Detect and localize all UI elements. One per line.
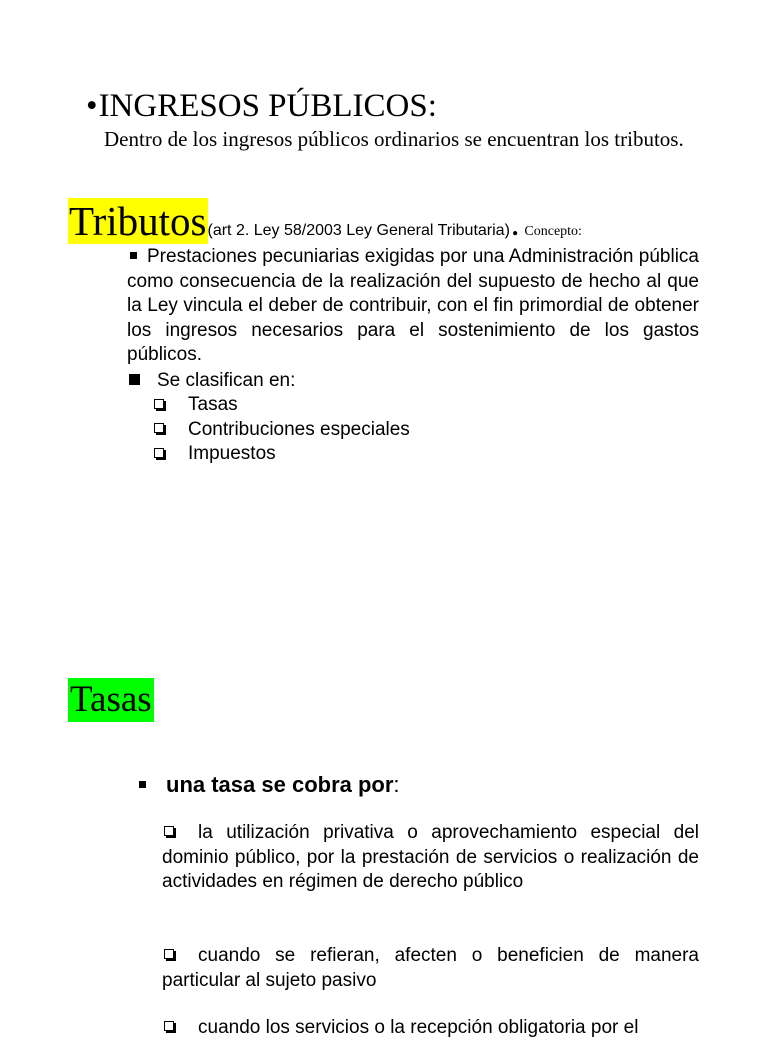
tasas-item (162, 944, 699, 993)
checkbox-bullet-icon (154, 399, 164, 409)
tasas-item-text: cuando los servicios o la recepción obligatoria por el (198, 1017, 639, 1038)
tributos-classify (127, 369, 295, 394)
tributos-types-list (153, 393, 410, 467)
tributos-reference: (art 2. Ley 58/2003 Ley General Tributaria) (207, 222, 510, 239)
tributos-heading-line (68, 198, 582, 244)
classify-label: Se clasifican en: (157, 370, 296, 391)
tasas-item (162, 1016, 699, 1041)
tasas-item (162, 821, 699, 895)
tasas-intro-bold: una tasa se cobra por (166, 772, 394, 797)
type-label: Impuestos (188, 443, 276, 464)
checkbox-bullet-icon (164, 1021, 174, 1031)
tasas-item-text: cuando se refieran, afecten o beneficien de manera particular al sujeto pasivo (162, 945, 699, 991)
list-item (153, 418, 410, 443)
type-label: Tasas (188, 394, 238, 415)
concepto-label: Concepto: (524, 224, 582, 239)
square-bullet-icon (129, 374, 140, 385)
tasas-item-text: la utilización privativa o aprovechamiento especial del dominio público, por la prestación de servicios o realización de actividades en régimen de derecho público (162, 822, 699, 892)
tributos-definition (127, 245, 699, 368)
tasas-intro (139, 771, 400, 799)
tasas-title: Tasas (70, 679, 152, 720)
checkbox-bullet-icon (164, 826, 174, 836)
list-item (153, 442, 410, 467)
square-bullet-icon (130, 252, 137, 259)
tasas-intro-colon: : (393, 772, 400, 797)
ingresos-paragraph: Dentro de los ingresos públicos ordinarios se encuentran los tributos. (104, 127, 684, 151)
checkbox-bullet-icon (154, 448, 164, 458)
section-heading-ingresos (86, 86, 437, 126)
tributos-dot: . (511, 212, 519, 241)
checkbox-bullet-icon (164, 949, 174, 959)
square-bullet-icon (139, 781, 146, 788)
checkbox-bullet-icon (154, 423, 164, 433)
list-item (153, 393, 410, 418)
ingresos-heading-text: INGRESOS PÚBLICOS: (98, 88, 437, 124)
bullet-icon: • (86, 88, 98, 124)
tributos-title: Tributos (69, 198, 207, 244)
tributos-definition-text: Prestaciones pecuniarias exigidas por una Administración pública como consecuencia de la realización del supuesto de hecho al que la Ley vincula el deber de contribuir, con el fin primordial de obtener los ingresos necesarios para el sostenimiento de los gastos públicos. (127, 246, 699, 365)
type-label: Contribuciones especiales (188, 418, 410, 440)
